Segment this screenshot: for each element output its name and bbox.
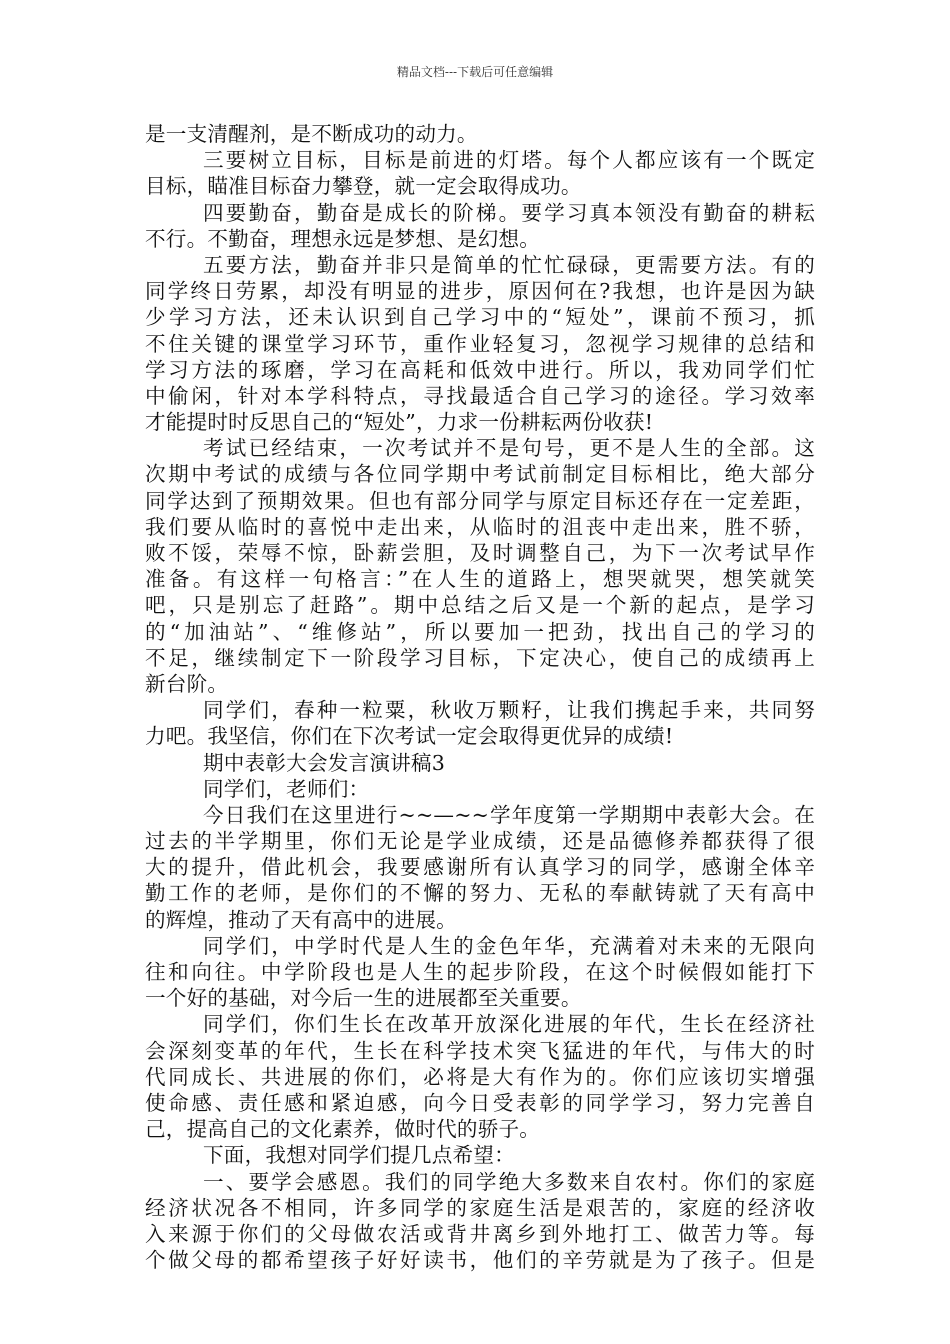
- text-line: 才能提时时反思自己的“短处”，力求一份耕耘两份收获!: [145, 410, 654, 435]
- page-header: 精品文档---下载后可任意编辑: [396, 65, 554, 79]
- text-line: 不行。不勤奋，理想永远是梦想、是幻想。: [145, 226, 541, 251]
- text-line: 不足，继续制定下一阶段学习目标，下定决心，使自己的成绩再上: [145, 645, 815, 670]
- text-line: 的辉煌，推动了天有高中的进展。: [145, 907, 457, 932]
- text-line: 大的提升，借此机会，我要感谢所有认真学习的同学，感谢全体辛: [145, 855, 815, 880]
- text-line: 目标，瞄准目标奋力攀登，就一定会取得成功。: [145, 174, 582, 199]
- text-line: 同学们，中学时代是人生的金色年华，充满着对未来的无限向: [203, 933, 815, 958]
- text-line: 同学们，春种一粒粟，秋收万颗籽，让我们携起手来，共同努: [203, 698, 815, 723]
- text-line: 三要树立目标，目标是前进的灯塔。每个人都应该有一个既定: [203, 148, 815, 173]
- text-line: 下面，我想对同学们提几点希望：: [203, 1143, 515, 1168]
- text-line: 新台阶。: [145, 671, 229, 696]
- text-line: 力吧。我坚信，你们在下次考试一定会取得更优异的成绩!: [145, 724, 674, 749]
- text-line: 同学达到了预期效果。但也有部分同学与原定目标还存在一定差距，: [145, 488, 815, 513]
- text-line: 使命感、责任感和紧迫感，向今日受表彰的同学学习，努力完善自: [145, 1090, 815, 1115]
- text-line: 一、要学会感恩。我们的同学绝大多数来自农村。你们的家庭: [203, 1169, 815, 1194]
- text-line: 同学终日劳累，却没有明显的进步，原因何在?我想，也许是因为缺: [145, 279, 815, 304]
- text-line: 不住关键的课堂学习环节，重作业轻复习，忽视学习规律的总结和: [145, 331, 815, 356]
- text-line: 中偷闲，针对本学科特点，寻找最适合自己学习的途径。学习效率: [145, 383, 815, 408]
- text-line: 今日我们在这里进行~~—~~学年度第一学期期中表彰大会。在: [203, 802, 815, 827]
- text-line: 代同成长、共进展的你们，必将是大有作为的。你们应该切实增强: [145, 1064, 815, 1089]
- text-line: 会深刻变革的年代，生长在科学技术突飞猛进的年代，与伟大的时: [145, 1038, 815, 1063]
- text-line: 经济状况各不相同，许多同学的家庭生活是艰苦的，家庭的经济收: [145, 1195, 815, 1220]
- text-line: 一个好的基础，对今后一生的进展都至关重要。: [145, 986, 582, 1011]
- text-line: 准备。有这样一句格言：”在人生的道路上，想哭就哭，想笑就笑: [145, 567, 815, 592]
- text-line: 四要勤奋，勤奋是成长的阶梯。要学习真本领没有勤奋的耕耘: [203, 200, 815, 225]
- text-line: 入来源于你们的父母做农活或背井离乡到外地打工、做苦力等。每: [145, 1221, 815, 1246]
- text-line: 学习方法的琢磨，学习在高耗和低效中进行。所以，我劝同学们忙: [145, 357, 815, 382]
- text-line: 的“加油站”、“维修站”，所以要加一把劲，找出自己的学习的: [145, 619, 815, 644]
- text-line: 次期中考试的成绩与各位同学期中考试前制定目标相比，绝大部分: [145, 462, 815, 487]
- text-line: 期中表彰大会发言演讲稿3: [203, 750, 446, 775]
- text-line: 败不馁，荣辱不惊，卧薪尝胆，及时调整自己，为下一次考试早作: [145, 541, 815, 565]
- text-line: 个做父母的都希望孩子好好读书，他们的辛劳就是为了孩子。但是: [145, 1248, 815, 1273]
- text-line: 我们要从临时的喜悦中走出来，从临时的沮丧中走出来，胜不骄，: [145, 514, 815, 539]
- document-body: [145, 121, 815, 1273]
- text-line: 往和向往。中学阶段也是人生的起步阶段，在这个时候假如能打下: [145, 960, 815, 984]
- text-line: 五要方法，勤奋并非只是简单的忙忙碌碌，更需要方法。有的: [203, 252, 815, 277]
- text-line: 勤工作的老师，是你们的不懈的努力、无私的奉献铸就了天有高中: [145, 881, 815, 906]
- text-line: 同学们，你们生长在改革开放深化进展的年代，生长在经济社: [203, 1012, 815, 1037]
- text-line: 是一支清醒剂，是不断成功的动力。: [145, 122, 478, 146]
- text-line: 吧，只是别忘了赶路”。期中总结之后又是一个新的起点，是学习: [145, 593, 815, 618]
- text-line: 过去的半学期里，你们无论是学业成绩，还是品德修养都获得了很: [145, 829, 815, 854]
- text-line: 考试已经结束，一次考试并不是句号，更不是人生的全部。这: [203, 436, 815, 461]
- text-line: 同学们，老师们：: [203, 776, 370, 801]
- text-line: 少学习方法，还未认识到自己学习中的“短处”，课前不预习，抓: [145, 305, 815, 330]
- text-line: 己，提高自己的文化素养，做时代的骄子。: [145, 1117, 541, 1142]
